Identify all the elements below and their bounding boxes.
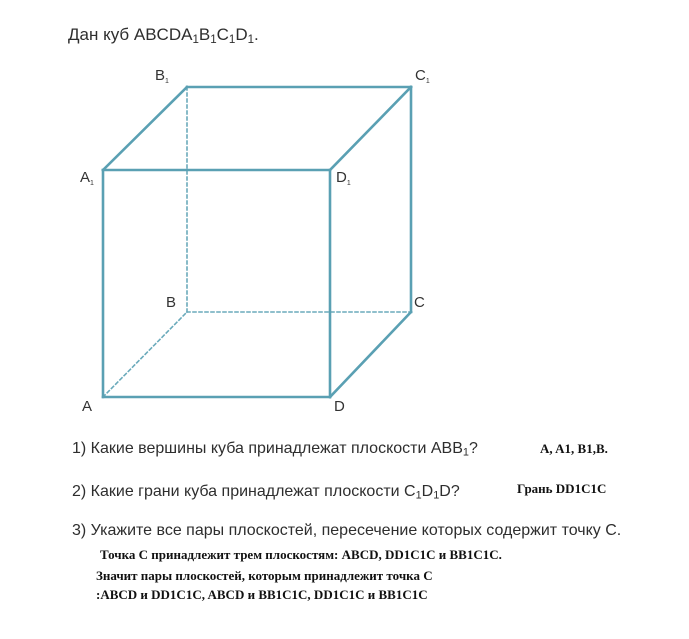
vertex-label-a1: $A_1$ (80, 169, 94, 187)
edge-a1b1 (103, 87, 187, 170)
vertex-label-a: A (82, 398, 93, 415)
vertex-label-b1: $B_1$ (155, 67, 169, 85)
vertex-label-d1: $D_1$ (336, 169, 351, 187)
question-2 (72, 483, 460, 501)
question-2-mid: D (421, 483, 434, 500)
question-2-text: 2) Какие грани куба принадлежат плоскости C (72, 483, 416, 500)
vertex-label-d: D (334, 398, 345, 415)
answer-3-line-1: Точка С принадлежит трем плоскостям: ABCD, DD1C1C и BB1C1C. (100, 547, 502, 562)
title-text: Дан куб ABCDA (68, 25, 193, 44)
question-2-subscript: 1 (415, 489, 422, 502)
title-subscript: 1 (210, 33, 217, 46)
edge-cd (330, 312, 411, 397)
edge-c1d1 (330, 87, 411, 170)
question-1-subscript: 1 (462, 446, 469, 459)
vertex-label-c1: $C_1$ (415, 67, 430, 85)
question-2-end: D? (439, 483, 460, 500)
question-3: 3) Укажите все пары плоскостей, пересечение которых содержит точку С. (72, 522, 622, 539)
title-subscript: 1 (192, 33, 199, 46)
vertex-label-b: B (166, 294, 177, 311)
answer-3-line-2: Значит пары плоскостей, которым принадлежит точка С (96, 568, 433, 583)
answer-2: Грань DD1C1C (517, 481, 607, 496)
title-subscript: 1 (228, 33, 236, 46)
answer-1: A, A1, B1,B. (540, 441, 608, 456)
hidden-edge-ab (103, 312, 187, 397)
title-subscript: 1 (247, 33, 255, 46)
question-1-end: ? (468, 440, 478, 457)
title-text: B (198, 25, 211, 44)
answer-3-line-3: :ABCD и DD1C1C, ABCD и BB1C1C, DD1C1C и BB1C1C (96, 587, 428, 602)
question-1-text: 1) Какие вершины куба принадлежат плоскости ABB (72, 440, 463, 457)
question-2-subscript: 1 (433, 489, 440, 502)
question-1 (72, 440, 478, 458)
vertex-label-c: C (414, 294, 425, 311)
title-text: D (235, 25, 248, 44)
title-text: C (216, 25, 229, 44)
title-text: . (254, 25, 259, 44)
